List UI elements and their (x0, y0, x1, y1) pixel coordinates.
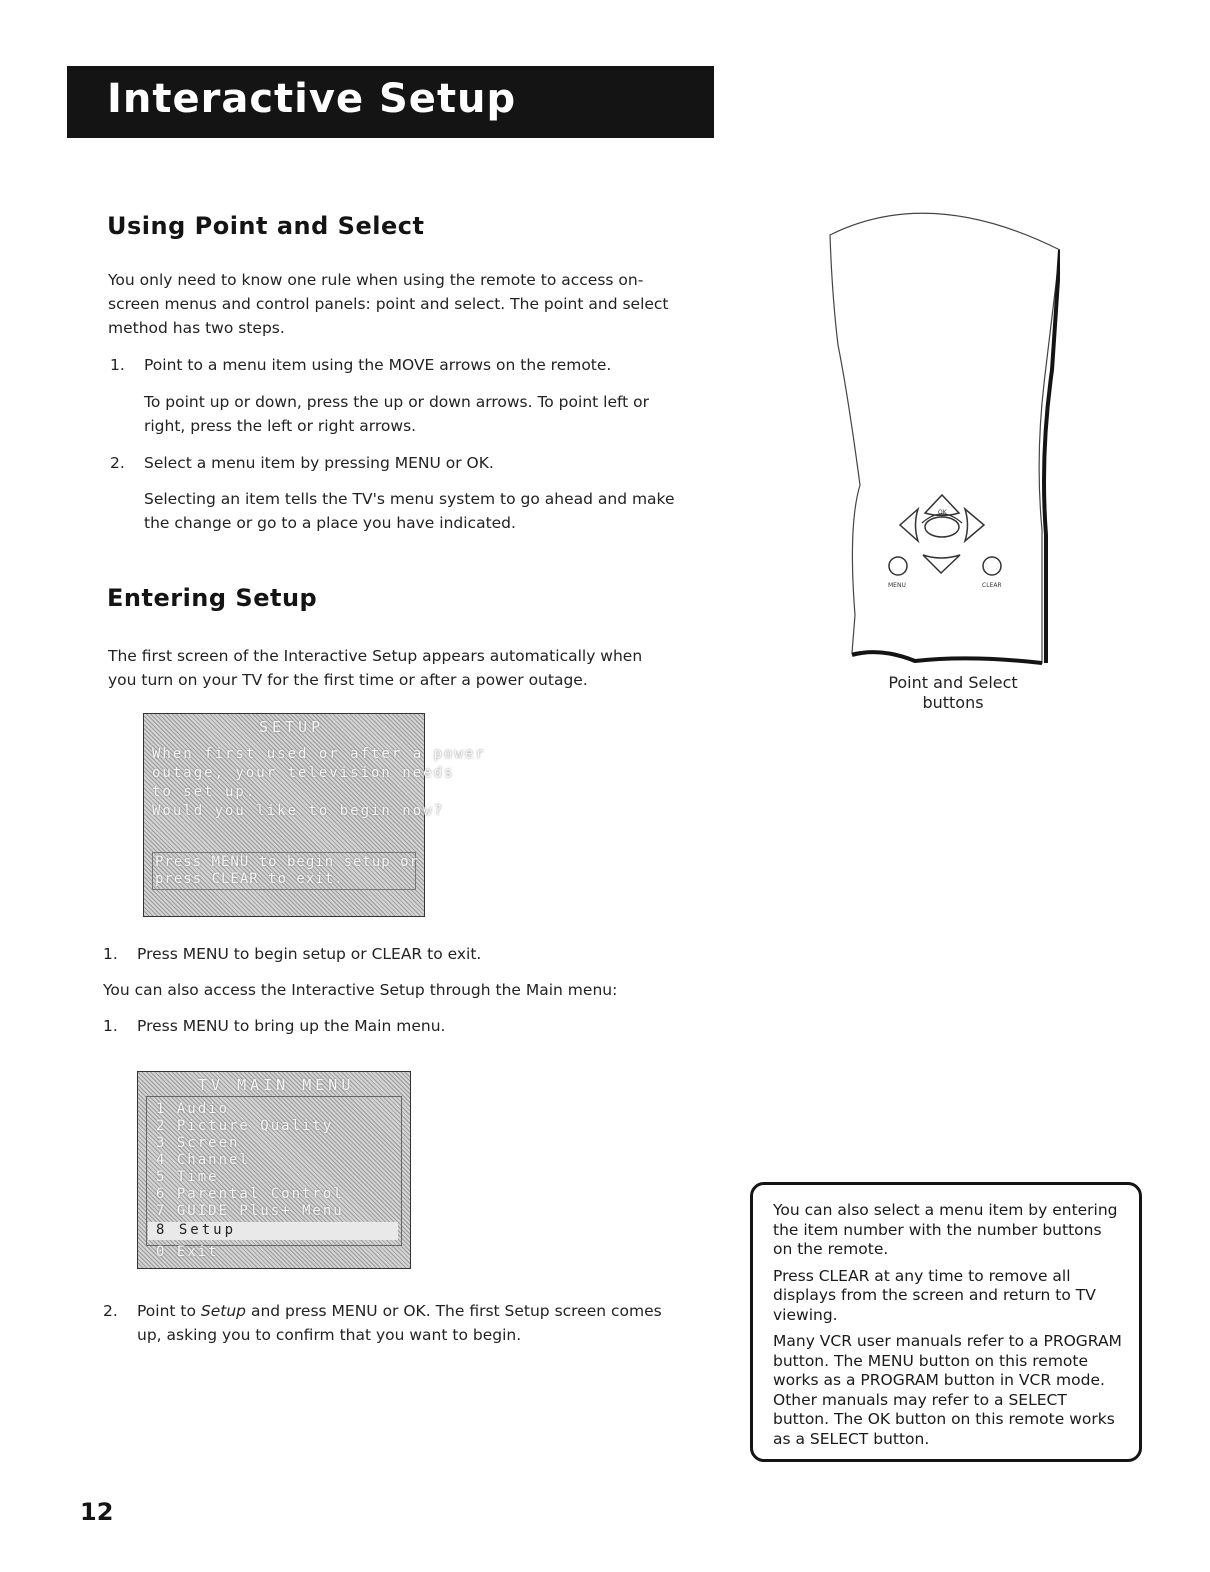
main-menu-screen-image (137, 1071, 411, 1269)
clear-label: CLEAR (982, 582, 1002, 589)
menu-button (889, 557, 907, 575)
step2-text-before: Point to (137, 1302, 201, 1320)
section1-intro (108, 268, 718, 340)
page-number: 12 (80, 1498, 114, 1526)
setup-screen-line: to set up. (152, 784, 257, 800)
step-number: 1. (110, 356, 125, 374)
step-number: 2. (110, 454, 125, 472)
remote-caption (853, 673, 1053, 713)
clear-button (983, 557, 1001, 575)
setup-screen-prompt-box (152, 852, 420, 890)
intro-line: You only need to know one rule when using the remote to access on- (108, 271, 644, 289)
setup-screen-image (143, 713, 486, 917)
note-paragraph: Press CLEAR at any time to remove all displays from the screen and return to TV viewing. (773, 1266, 1096, 1324)
header-banner (67, 66, 714, 138)
step-text: Select a menu item by pressing MENU or OK. (144, 454, 494, 472)
note-box (750, 1182, 1142, 1462)
step-number: 1. (103, 945, 118, 963)
detail-line: the change or go to a place you have indicated. (144, 514, 516, 532)
step-number: 2. (103, 1302, 118, 1320)
ok-button (925, 517, 959, 537)
main-menu-item: 6 Parental Control (156, 1186, 344, 1202)
menu-label: MENU (888, 582, 906, 589)
step-text: Point to a menu item using the MOVE arrows on the remote. (144, 356, 612, 374)
section-heading-entering-setup: Entering Setup (107, 584, 318, 612)
step2-text-italic: Setup (200, 1302, 247, 1320)
setup-screen-line: Would you like to begin now? (152, 803, 445, 819)
setup-screen-title: SETUP (259, 718, 325, 736)
setup-prompt-line: Press MENU to begin setup or (155, 854, 420, 870)
ok-label: OK (938, 509, 947, 516)
detail-line: right, press the left or right arrows. (144, 417, 417, 435)
main-menu-item: 0 Exit (156, 1244, 219, 1260)
intro-line: The first screen of the Interactive Setup appears automatically when (108, 647, 643, 665)
main-menu-item: 5 Time (156, 1169, 219, 1185)
step-text: Press MENU to bring up the Main menu. (137, 1017, 446, 1035)
main-menu-item: 7 GUIDE Plus+ Menu (156, 1203, 344, 1219)
step-detail (144, 390, 724, 438)
note-paragraph: Many VCR user manuals refer to a PROGRAM button. The MENU button on this remote works as a PROGRAM button in VCR mode. Other manuals may refer to a SELECT button. The OK button on this remote works as a SELECT button. (773, 1332, 1122, 1448)
remote-body (830, 213, 1060, 663)
setup-screen-line: When first used or after a power (152, 746, 486, 762)
main-menu-item: 2 Picture Quality (156, 1118, 334, 1134)
main-menu-item: 1 Audio (156, 1101, 230, 1117)
main-menu-item: 3 Screen (156, 1135, 240, 1151)
main-menu-item-selected: 8 Setup (148, 1222, 398, 1240)
remote-illustration (820, 195, 1060, 670)
setup-prompt-line: press CLEAR to exit. (155, 871, 344, 887)
caption-line: Point and Select (888, 673, 1018, 692)
setup-screen-line: outage, your television needs (152, 765, 455, 781)
step-text: Press MENU to begin setup or CLEAR to exit. (137, 945, 482, 963)
detail-line: To point up or down, press the up or down arrows. To point left or (144, 393, 650, 411)
section-heading-point-select: Using Point and Select (107, 212, 425, 240)
intro-line: method has two steps. (108, 319, 285, 337)
detail-line: Selecting an item tells the TV's menu system to go ahead and make (144, 490, 675, 508)
step2-text-after: and press MENU or OK. The first Setup screen comes (246, 1302, 662, 1320)
also-access-text: You can also access the Interactive Setup through the Main menu: (103, 981, 618, 999)
page-title: Interactive Setup (107, 76, 517, 122)
main-menu-item: 4 Channel (156, 1152, 250, 1168)
main-menu-title: TV MAIN MENU (198, 1076, 355, 1094)
step2-text-line2: up, asking you to confirm that you want to begin. (137, 1326, 522, 1344)
caption-line: buttons (922, 693, 984, 712)
step-number: 1. (103, 1017, 118, 1035)
intro-line: you turn on your TV for the first time or after a power outage. (108, 671, 588, 689)
step-detail (144, 487, 724, 535)
section2-intro (108, 644, 718, 692)
note-paragraph: You can also select a menu item by entering the item number with the number buttons on the remote. (773, 1201, 1118, 1258)
step-text (137, 1299, 717, 1347)
intro-line: screen menus and control panels: point and select. The point and select (108, 295, 669, 313)
